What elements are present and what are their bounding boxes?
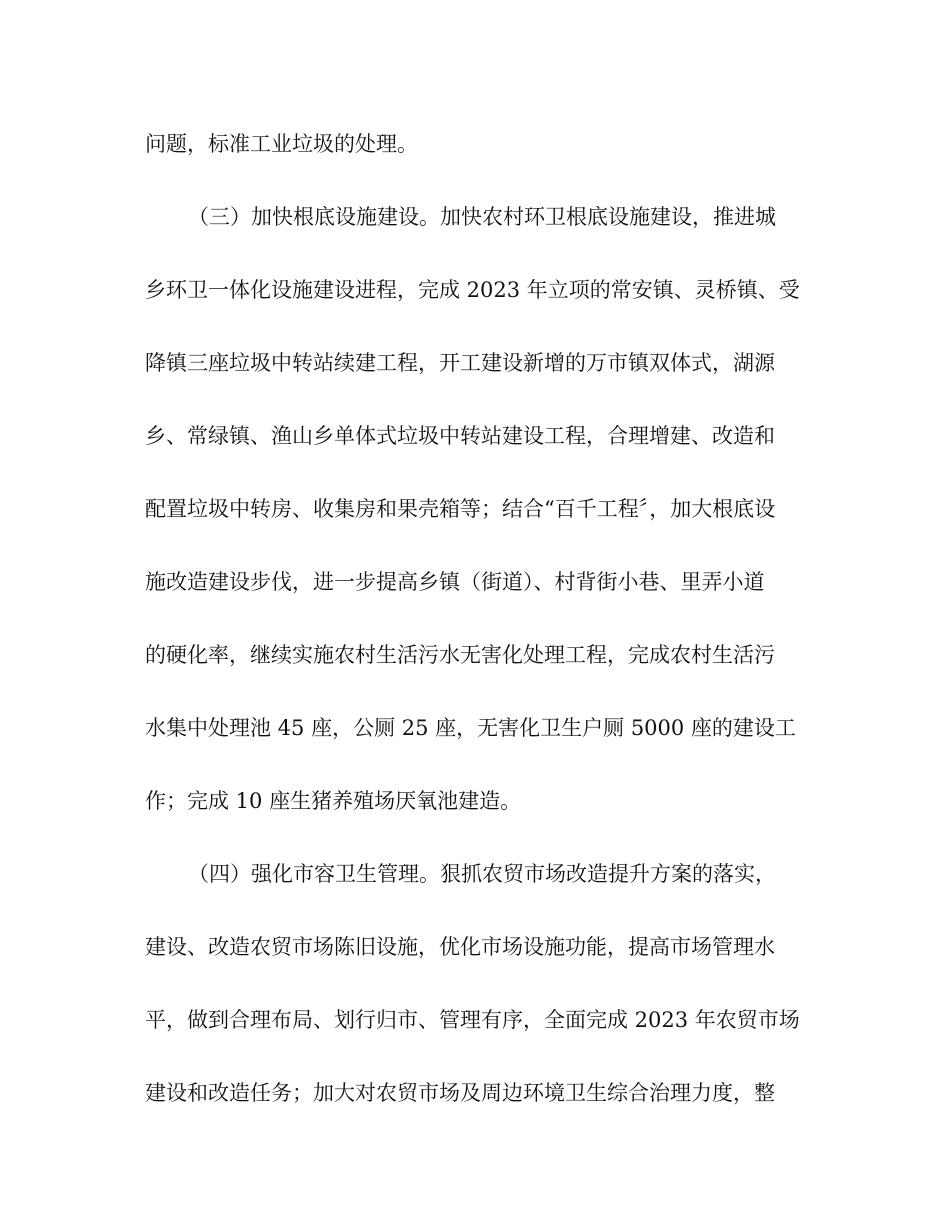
text-line-7: 施改造建设步伐，进一步提高乡镇（街道）、村背街小巷、里弄小道 bbox=[145, 570, 765, 594]
text-line-4: 降镇三座垃圾中转站续建工程，开工建设新增的万市镇双体式，湖源 bbox=[145, 351, 775, 375]
text-line-2: （三）加快根底设施建设。加快农村环卫根底设施建设，推进城 bbox=[188, 205, 776, 229]
text-line-5: 乡、常绿镇、渔山乡单体式垃圾中转站建设工程，合理增建、改造和 bbox=[145, 424, 775, 448]
text-line-10: 作；完成 10 座生猪养殖场厌氧池建造。 bbox=[145, 789, 522, 813]
text-line-13: 平，做到合理布局、划行归市、管理有序，全面完成 2023 年农贸市场 bbox=[145, 1008, 800, 1032]
text-line-6: 配置垃圾中转房、收集房和果壳箱等；结合“百千工程〞，加大根底设 bbox=[145, 497, 776, 521]
text-line-1: 问题，标准工业垃圾的处理。 bbox=[145, 132, 418, 156]
text-line-11: （四）强化市容卫生管理。狠抓农贸市场改造提升方案的落实， bbox=[188, 862, 776, 886]
text-line-8: 的硬化率，继续实施农村生活污水无害化处理工程，完成农村生活污 bbox=[145, 643, 775, 667]
text-line-3: 乡环卫一体化设施建设进程，完成 2023 年立项的常安镇、灵桥镇、受 bbox=[145, 278, 800, 302]
text-line-9: 水集中处理池 45 座，公厕 25 座，无害化卫生户厕 5000 座的建设工 bbox=[145, 716, 796, 740]
text-line-14: 建设和改造任务；加大对农贸市场及周边环境卫生综合治理力度，整 bbox=[145, 1081, 775, 1105]
text-line-12: 建设、改造农贸市场陈旧设施，优化市场设施功能，提高市场管理水 bbox=[145, 935, 775, 959]
